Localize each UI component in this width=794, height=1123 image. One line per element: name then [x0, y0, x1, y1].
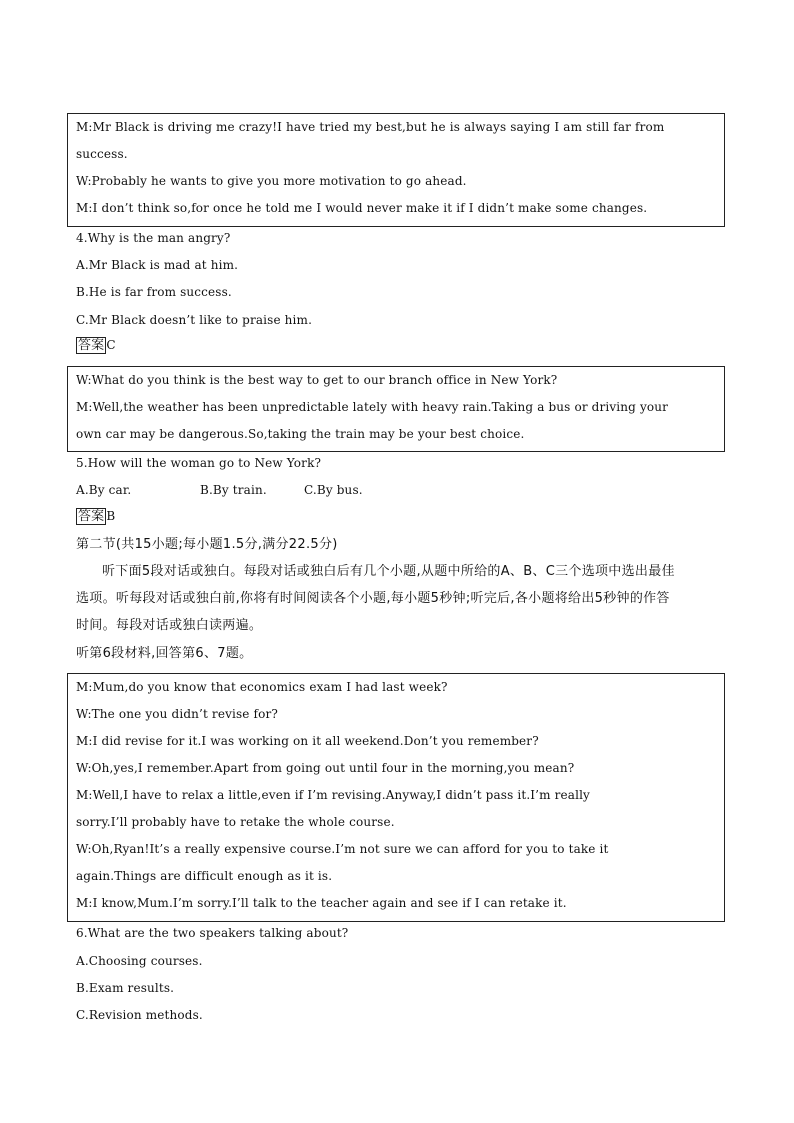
option-4c: C.Mr Black doesn’t like to praise him. [76, 313, 313, 327]
dialogue-line: W:The one you didn’t revise for? [76, 707, 278, 721]
option-4a: A.Mr Black is mad at him. [76, 258, 239, 272]
question-5: 5.How will the woman go to New York? [76, 456, 322, 470]
option-5c: C.By bus. [304, 483, 363, 497]
dialogue-line: M:Well,the weather has been unpredictable lately with heavy rain.Taking a bus or driving your [76, 400, 669, 414]
option-6b: B.Exam results. [76, 981, 175, 995]
dialogue-line: sorry.I’ll probably have to retake the whole course. [76, 815, 395, 829]
dialogue-box-4 [67, 366, 725, 452]
answer-5 [76, 508, 734, 525]
dialogue-line: M:Mr Black is driving me crazy!I have tried my best,but he is always saying I am still far from [76, 120, 665, 134]
question-6: 6.What are the two speakers talking about? [76, 926, 349, 940]
dialogue-line: M:I did revise for it.I was working on it all weekend.Don’t you remember? [76, 734, 539, 748]
instructions-line-1: 听下面5段对话或独白。每段对话或独白后有几个小题,从题中所给的A、B、C三个选项中选出最佳 [102, 564, 675, 579]
answer-value: C [106, 338, 116, 352]
option-6c: C.Revision methods. [76, 1008, 203, 1022]
option-4b: B.He is far from success. [76, 285, 232, 299]
dialogue-line: W:Probably he wants to give you more motivation to go ahead. [76, 174, 467, 188]
options-5 [76, 482, 734, 498]
dialogue-box-6 [67, 673, 725, 922]
dialogue-line: W:Oh,Ryan!It’s a really expensive course.I’m not sure we can afford for you to take it [76, 842, 609, 856]
dialogue-line: W:Oh,yes,I remember.Apart from going out until four in the morning,you mean? [76, 761, 575, 775]
dialogue-line: W:What do you think is the best way to get to our branch office in New York? [76, 373, 558, 387]
option-6a: A.Choosing courses. [76, 954, 203, 968]
dialogue-line: M:Mum,do you know that economics exam I had last week? [76, 680, 448, 694]
material-intro: 听第6段材料,回答第6、7题。 [76, 646, 253, 661]
dialogue-line: M:I know,Mum.I’m sorry.I’ll talk to the teacher again and see if I can retake it. [76, 896, 567, 910]
instructions-line-2: 选项。听每段对话或独白前,你将有时间阅读各个小题,每小题5秒钟;听完后,各小题将给出5秒钟的作答 [76, 591, 670, 606]
answer-value: B [106, 509, 116, 523]
answer-label: 答案 [78, 338, 105, 353]
answer-4 [76, 337, 734, 354]
instructions-line-3: 时间。每段对话或独白读两遍。 [76, 618, 263, 633]
dialogue-line: again.Things are difficult enough as it is. [76, 869, 333, 883]
question-4: 4.Why is the man angry? [76, 231, 231, 245]
dialogue-line: success. [76, 147, 128, 161]
section-heading: 第二节(共15小题;每小题1.5分,满分22.5分) [76, 537, 338, 552]
dialogue-line: M:I don’t think so,for once he told me I would never make it if I didn’t make some changes. [76, 201, 648, 215]
dialogue-box-3 [67, 113, 725, 227]
dialogue-line: own car may be dangerous.So,taking the train may be your best choice. [76, 427, 525, 441]
dialogue-line: M:Well,I have to relax a little,even if I’m revising.Anyway,I didn’t pass it.I’m really [76, 788, 590, 802]
answer-label: 答案 [78, 509, 105, 524]
option-5a: A.By car. [76, 483, 132, 497]
option-5b: B.By train. [200, 483, 267, 497]
